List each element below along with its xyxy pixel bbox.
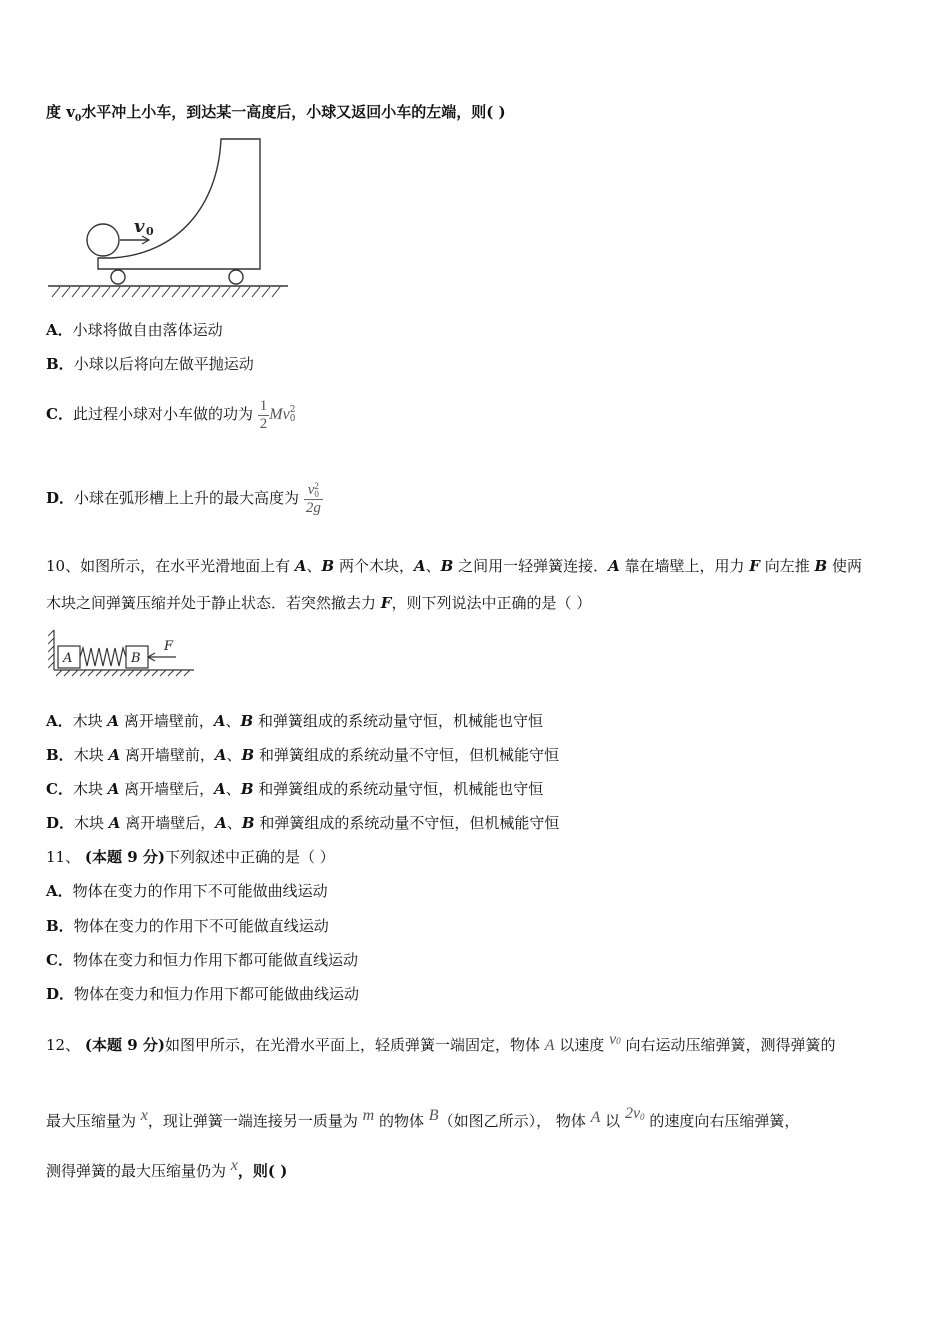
- fig1-v-label: v: [134, 216, 145, 237]
- q10-l1-F: F: [749, 557, 760, 575]
- q12-l1-v: v: [609, 1031, 617, 1048]
- q12-l1-A: A: [544, 1037, 555, 1054]
- q10-option-a[interactable]: [46, 711, 543, 731]
- q9-c-expr: Mv: [269, 406, 290, 423]
- q11-a-text: 物体在变力的作用下不可能做曲线运动: [72, 882, 328, 900]
- q10-l1-B2: B: [440, 557, 454, 575]
- intro-text-b: 水平冲上小车，到达某一高度后，小球又返回小车的左端，则( ): [81, 103, 506, 121]
- q10-d-B: B: [241, 814, 255, 832]
- q9-d-fraction: [304, 482, 323, 517]
- q12-stem-line3: [46, 1156, 287, 1181]
- q11-option-d[interactable]: [46, 984, 359, 1004]
- q11-num: 11、: [46, 848, 81, 866]
- q10-d-A: A: [108, 814, 121, 832]
- q10-c-letter: C．: [46, 780, 73, 798]
- q9-a-text: 小球将做自由落体运动: [72, 321, 223, 339]
- fig2-label-f: F: [164, 639, 174, 654]
- q9-b-text: 小球以后将向左做平抛运动: [73, 355, 254, 373]
- q9-d-num-v: v: [307, 481, 315, 498]
- q10-stem-line1: [46, 556, 862, 576]
- q10-c-t3: 、: [225, 780, 241, 798]
- q9-c-letter: C．: [46, 405, 73, 423]
- q10-c-t2: 离开墙壁后，: [119, 780, 215, 798]
- q10-d-letter: D．: [46, 814, 75, 832]
- fig2-label-a: A: [63, 651, 73, 666]
- q12-l2-t2: ，现让弹簧一端连接另一质量为: [147, 1112, 363, 1130]
- q9-option-d[interactable]: [46, 476, 323, 520]
- intro-line: [46, 102, 506, 129]
- q9-c-text: 此过程小球对小车做的功为: [72, 405, 253, 423]
- q11-d-text: 物体在变力和恒力作用下都可能做曲线运动: [74, 985, 360, 1003]
- q12-l1-vsub: 0: [616, 1036, 621, 1046]
- q12-l3-t1: 测得弹簧的最大压缩量仍为: [46, 1162, 231, 1180]
- q10-b-t2: 离开墙壁前，: [120, 746, 215, 764]
- q12-l1-t3: 向右运动压缩弹簧，测得弹簧的: [620, 1036, 836, 1054]
- q10-a-A2: A: [213, 712, 226, 730]
- q10-b-t4: 和弹簧组成的系统动量不守恒，但机械能守恒: [254, 746, 560, 764]
- q10-l2-F: F: [380, 594, 392, 612]
- q10-l1-t8: 使两: [827, 557, 862, 575]
- q10-l1-A3: A: [608, 557, 620, 575]
- q12-stem-line2: [46, 1104, 799, 1131]
- q10-stem-line2: [46, 593, 591, 613]
- q12-l2-A: A: [590, 1109, 601, 1126]
- q11-text: 下列叙述中正确的是（ ）: [164, 848, 335, 866]
- q10-b-B: B: [241, 746, 255, 764]
- q12-l2-t6: 的速度向右压缩弹簧，: [644, 1112, 800, 1130]
- q10-c-A: A: [107, 780, 120, 798]
- q12-l2-vsub: 0: [640, 1112, 645, 1122]
- q10-d-t4: 和弹簧组成的系统动量不守恒，但机械能守恒: [254, 814, 560, 832]
- q10-option-c[interactable]: [46, 779, 543, 799]
- q10-l1-t2: 、: [306, 557, 322, 575]
- q9-d-den: 2g: [305, 499, 321, 516]
- q10-l1-t4: 、: [425, 557, 441, 575]
- intro-sub: 0: [74, 114, 82, 124]
- q11-d-letter: D．: [46, 985, 75, 1003]
- fig2-label-b: B: [131, 651, 141, 666]
- q11-score: (本题 9 分): [84, 848, 165, 866]
- q9-a-letter: A．: [46, 321, 73, 339]
- q10-b-t1: 木块: [73, 746, 109, 764]
- cart-ball-figure: [48, 136, 293, 301]
- q9-d-num-sub: 0: [314, 489, 319, 500]
- q9-option-a[interactable]: [46, 320, 223, 340]
- q10-c-A2: A: [214, 780, 226, 798]
- q10-l1-B3: B: [814, 557, 828, 575]
- q9-option-c[interactable]: [46, 396, 295, 433]
- q10-a-t2: 离开墙壁前，: [119, 712, 214, 730]
- q10-d-t1: 木块: [74, 814, 109, 832]
- fig1-v-sub: 0: [146, 225, 154, 238]
- q12-l2-t3: 的物体: [374, 1112, 429, 1130]
- q9-c-sub: 0: [289, 414, 296, 424]
- intro-text-a: 度 v: [46, 103, 75, 121]
- q10-d-t3: 、: [226, 814, 242, 832]
- ball: [87, 224, 119, 256]
- q9-c-sup: 2: [289, 405, 296, 415]
- q12-l2-v: 2v: [624, 1105, 641, 1122]
- q9-b-letter: B．: [46, 355, 74, 373]
- q10-b-t3: 、: [226, 746, 242, 764]
- q11-b-letter: B．: [46, 917, 74, 935]
- q12-score: (本题 9 分): [84, 1036, 165, 1054]
- q10-l1-B: B: [321, 557, 335, 575]
- q11-option-a[interactable]: [46, 881, 328, 901]
- q12-num: 12、: [46, 1036, 81, 1054]
- wheel-left: [111, 270, 125, 284]
- spring-blocks-figure: [48, 628, 198, 678]
- q10-l2-t2: ，则下列说法中正确的是（ ）: [391, 594, 592, 612]
- q12-l2-m: m: [362, 1107, 375, 1124]
- q12-l2-B: B: [428, 1107, 439, 1124]
- q11-a-letter: A．: [46, 882, 73, 900]
- q10-option-b[interactable]: [46, 745, 559, 765]
- q9-d-text: 小球在弧形槽上上升的最大高度为: [74, 489, 300, 507]
- q9-c-den: 2: [259, 415, 268, 432]
- q9-c-num: 1: [259, 397, 268, 414]
- q10-l1-t1: 10、如图所示，在水平光滑地面上有: [46, 557, 295, 575]
- q9-option-b[interactable]: [46, 354, 254, 374]
- q12-stem-line1: [46, 1030, 835, 1056]
- q11-stem: [46, 847, 335, 867]
- q10-b-letter: B．: [46, 746, 74, 764]
- wheel-right: [229, 270, 243, 284]
- q10-l1-t7: 向左推: [759, 557, 815, 575]
- q10-l1-t3: 两个木块，: [334, 557, 414, 575]
- q12-l2-x: x: [140, 1107, 148, 1124]
- q9-d-num-sup: 2: [314, 481, 319, 492]
- q10-a-t1: 木块: [72, 712, 108, 730]
- q11-option-b[interactable]: [46, 916, 329, 936]
- q10-a-t3: 、: [225, 712, 241, 730]
- q12-l3-t2: ，则( ): [237, 1162, 288, 1180]
- track-body: [98, 139, 260, 269]
- q9-d-num: [306, 482, 321, 499]
- q10-c-B: B: [240, 780, 254, 798]
- q10-l1-A: A: [294, 557, 307, 575]
- q11-c-text: 物体在变力和恒力作用下都可能做直线运动: [72, 951, 358, 969]
- q12-l2-t1: 最大压缩量为: [46, 1112, 141, 1130]
- q10-a-letter: A．: [46, 712, 73, 730]
- q11-b-text: 物体在变力的作用下不可能做直线运动: [73, 917, 329, 935]
- q9-c-fraction: [258, 398, 270, 433]
- q12-l2-t5: 以: [600, 1112, 625, 1130]
- q10-a-B: B: [240, 712, 254, 730]
- q11-c-letter: C．: [46, 951, 73, 969]
- q10-c-t1: 木块: [72, 780, 108, 798]
- q10-l2-t1: 木块之间弹簧压缩并处于静止状态．若突然撤去力: [46, 594, 381, 612]
- q11-option-c[interactable]: [46, 950, 358, 970]
- q12-l1-t2: 以速度: [554, 1036, 610, 1054]
- q10-l1-A2: A: [413, 557, 426, 575]
- q10-option-d[interactable]: [46, 813, 559, 833]
- q12-l3-x: x: [230, 1157, 238, 1174]
- spring: [80, 648, 126, 666]
- q10-d-A2: A: [215, 814, 227, 832]
- q10-b-A2: A: [214, 746, 227, 764]
- q10-d-t2: 离开墙壁后，: [120, 814, 216, 832]
- q10-a-t4: 和弹簧组成的系统动量守恒，机械能也守恒: [253, 712, 543, 730]
- q10-l1-t6: 靠在墙壁上，用力: [619, 557, 750, 575]
- q12-l1-t1: 如图甲所示，在光滑水平面上，轻质弹簧一端固定，物体: [164, 1036, 545, 1054]
- q12-l2-t4: （如图乙所示）， 物体: [438, 1112, 591, 1130]
- q9-d-letter: D．: [46, 489, 75, 507]
- q10-l1-t5: 之间用一轻弹簧连接．: [453, 557, 609, 575]
- q10-c-t4: 和弹簧组成的系统动量守恒，机械能也守恒: [253, 780, 544, 798]
- q10-b-A: A: [108, 746, 121, 764]
- q10-a-A: A: [107, 712, 120, 730]
